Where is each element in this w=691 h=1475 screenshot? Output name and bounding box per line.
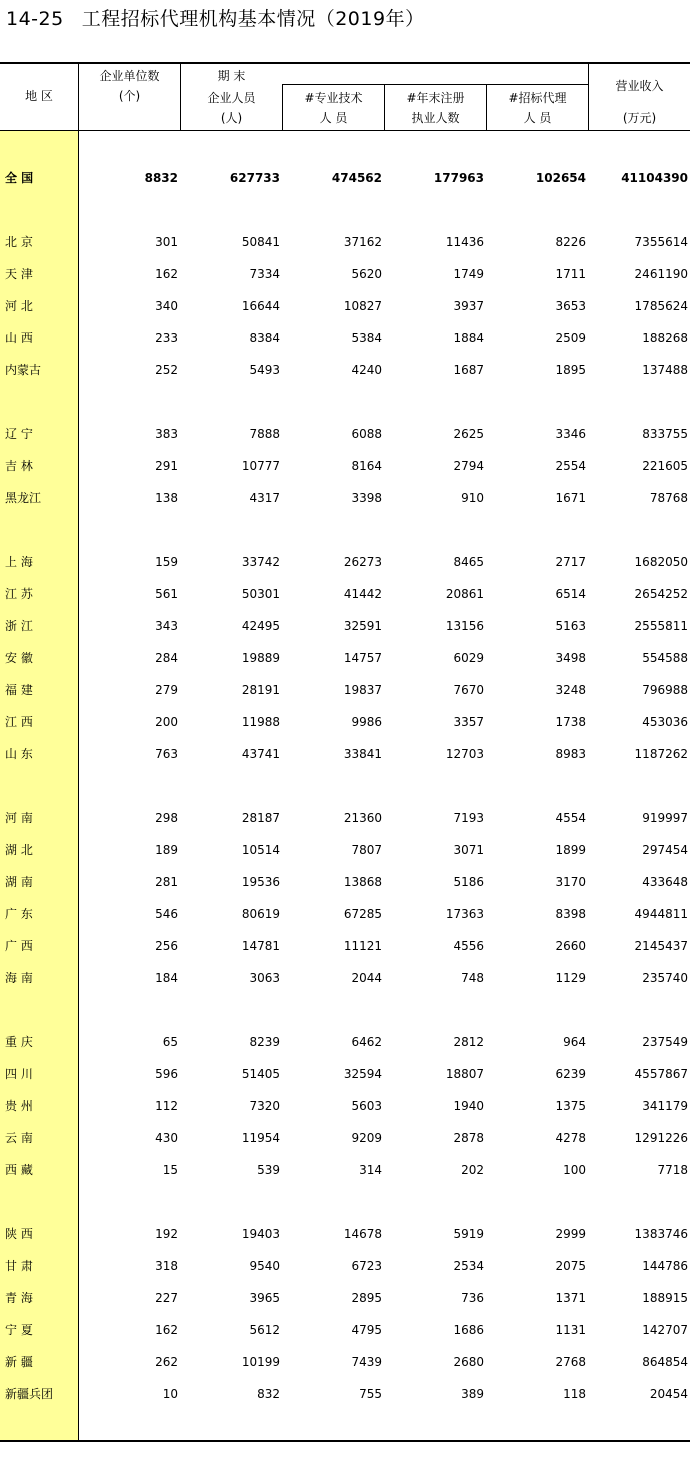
- cell-registered: 7670: [453, 683, 484, 697]
- cell-registered: 17363: [445, 907, 484, 921]
- region-name: 河 南: [5, 811, 33, 825]
- table-row: [0, 712, 690, 732]
- region-name: 宁 夏: [5, 1323, 33, 1337]
- cell-tech: 4240: [351, 363, 382, 377]
- cell-staff: 9540: [249, 1259, 280, 1273]
- cell-revenue: 864854: [642, 1355, 688, 1369]
- cell-registered: 3937: [453, 299, 484, 313]
- cell-tech: 7439: [351, 1355, 382, 1369]
- cell-tech: 37162: [343, 235, 382, 249]
- cell-units: 233: [155, 331, 178, 345]
- cell-registered: 202: [461, 1163, 484, 1177]
- cell-tech: 11121: [343, 939, 382, 953]
- region-name: 新疆兵团: [5, 1387, 54, 1401]
- cell-revenue: 4944811: [634, 907, 688, 921]
- cell-registered: 11436: [445, 235, 484, 249]
- cell-units: 65: [162, 1035, 178, 1049]
- cell-revenue: 796988: [642, 683, 688, 697]
- region-name: 辽 宁: [5, 427, 33, 441]
- cell-revenue: 7355614: [634, 235, 688, 249]
- cell-units: 252: [155, 363, 178, 377]
- cell-staff: 7334: [249, 267, 280, 281]
- region-name: 江 苏: [5, 587, 33, 601]
- cell-agents: 4554: [555, 811, 586, 825]
- cell-revenue: 78768: [649, 491, 688, 505]
- cell-agents: 1131: [555, 1323, 586, 1337]
- cell-registered: 3357: [453, 715, 484, 729]
- header-divider: [180, 62, 181, 130]
- cell-registered: 2534: [453, 1259, 484, 1273]
- table-row: [0, 1352, 690, 1372]
- table-row: [0, 744, 690, 764]
- cell-registered: 18807: [445, 1067, 484, 1081]
- cell-tech: 13868: [343, 875, 382, 889]
- cell-agents: 2660: [555, 939, 586, 953]
- header-units: 企业单位数: [99, 69, 160, 83]
- cell-agents: 2768: [555, 1355, 586, 1369]
- header-registered-2: 执业人数: [411, 111, 460, 125]
- region-name: 甘 肃: [5, 1259, 33, 1273]
- cell-registered: 13156: [445, 619, 484, 633]
- cell-units: 112: [155, 1099, 178, 1113]
- cell-agents: 8398: [555, 907, 586, 921]
- cell-units: 546: [155, 907, 178, 921]
- table-row: [0, 968, 690, 988]
- cell-staff: 19536: [241, 875, 280, 889]
- cell-staff: 8384: [249, 331, 280, 345]
- cell-agents: 1375: [555, 1099, 586, 1113]
- cell-units: 262: [155, 1355, 178, 1369]
- cell-tech: 6723: [351, 1259, 382, 1273]
- table-row: [0, 648, 690, 668]
- cell-revenue: 41104390: [621, 171, 688, 185]
- table-row: [0, 1128, 690, 1148]
- cell-staff: 4317: [249, 491, 280, 505]
- cell-staff: 10199: [241, 1355, 280, 1369]
- cell-tech: 755: [359, 1387, 382, 1401]
- header-registered: #年末注册: [406, 91, 465, 105]
- table-row: [0, 808, 690, 828]
- cell-staff: 19403: [241, 1227, 280, 1241]
- cell-units: 256: [155, 939, 178, 953]
- cell-staff: 80619: [241, 907, 280, 921]
- header-staff-unit: (人): [220, 111, 243, 125]
- region-name: 上 海: [5, 555, 33, 569]
- cell-staff: 10777: [241, 459, 280, 473]
- table-row: [0, 232, 690, 252]
- cell-staff: 43741: [241, 747, 280, 761]
- region-name: 安 徽: [5, 651, 33, 665]
- cell-tech: 67285: [343, 907, 382, 921]
- cell-revenue: 554588: [642, 651, 688, 665]
- cell-registered: 7193: [453, 811, 484, 825]
- region-name: 湖 南: [5, 875, 33, 889]
- cell-revenue: 188268: [642, 331, 688, 345]
- cell-revenue: 453036: [642, 715, 688, 729]
- cell-revenue: 235740: [642, 971, 688, 985]
- cell-registered: 8465: [453, 555, 484, 569]
- cell-tech: 33841: [343, 747, 382, 761]
- cell-staff: 11988: [241, 715, 280, 729]
- cell-tech: 5384: [351, 331, 382, 345]
- cell-agents: 964: [563, 1035, 586, 1049]
- cell-tech: 5603: [351, 1099, 382, 1113]
- cell-units: 227: [155, 1291, 178, 1305]
- table-title: 工程招标代理机构基本情况（2019年）: [81, 8, 425, 30]
- cell-tech: 26273: [343, 555, 382, 569]
- cell-registered: 2625: [453, 427, 484, 441]
- cell-revenue: 1383746: [634, 1227, 688, 1241]
- cell-units: 301: [155, 235, 178, 249]
- header-revenue-unit: (万元): [622, 111, 657, 125]
- cell-agents: 2509: [555, 331, 586, 345]
- cell-registered: 1940: [453, 1099, 484, 1113]
- cell-revenue: 1682050: [634, 555, 688, 569]
- header-units-unit: (个): [118, 89, 141, 103]
- cell-revenue: 2461190: [634, 267, 688, 281]
- cell-tech: 41442: [343, 587, 382, 601]
- cell-units: 281: [155, 875, 178, 889]
- cell-units: 763: [155, 747, 178, 761]
- region-name: 海 南: [5, 971, 33, 985]
- header-revenue: 营业收入: [615, 79, 664, 93]
- cell-registered: 177963: [433, 171, 484, 185]
- cell-revenue: 4557867: [634, 1067, 688, 1081]
- header-divider: [486, 84, 487, 130]
- table-row: [0, 1064, 690, 1084]
- cell-agents: 2717: [555, 555, 586, 569]
- cell-revenue: 144786: [642, 1259, 688, 1273]
- region-name: 天 津: [5, 267, 33, 281]
- table-row: [0, 1288, 690, 1308]
- cell-tech: 2895: [351, 1291, 382, 1305]
- cell-agents: 5163: [555, 619, 586, 633]
- cell-registered: 2878: [453, 1131, 484, 1145]
- cell-registered: 5186: [453, 875, 484, 889]
- table-top-rule: [0, 62, 690, 64]
- cell-revenue: 7718: [657, 1163, 688, 1177]
- table-row: [0, 1224, 690, 1244]
- cell-agents: 2554: [555, 459, 586, 473]
- cell-agents: 3248: [555, 683, 586, 697]
- region-name: 福 建: [5, 683, 33, 697]
- cell-registered: 1686: [453, 1323, 484, 1337]
- cell-tech: 2044: [351, 971, 382, 985]
- table-row: [0, 1384, 690, 1404]
- cell-agents: 100: [563, 1163, 586, 1177]
- cell-staff: 33742: [241, 555, 280, 569]
- cell-units: 430: [155, 1131, 178, 1145]
- region-name: 广 西: [5, 939, 33, 953]
- table-row: [0, 328, 690, 348]
- cell-agents: 3653: [555, 299, 586, 313]
- cell-registered: 2794: [453, 459, 484, 473]
- cell-tech: 14757: [343, 651, 382, 665]
- table-row-total: [0, 168, 690, 188]
- table-row: [0, 552, 690, 572]
- cell-units: 192: [155, 1227, 178, 1241]
- cell-units: 162: [155, 1323, 178, 1337]
- table-row: [0, 1096, 690, 1116]
- cell-agents: 2999: [555, 1227, 586, 1241]
- header-sub-rule: [283, 84, 589, 85]
- cell-registered: 6029: [453, 651, 484, 665]
- cell-registered: 12703: [445, 747, 484, 761]
- header-bottom-rule: [0, 130, 690, 131]
- cell-staff: 10514: [241, 843, 280, 857]
- cell-registered: 1749: [453, 267, 484, 281]
- header-region: 地 区: [25, 89, 53, 103]
- cell-tech: 8164: [351, 459, 382, 473]
- cell-tech: 6088: [351, 427, 382, 441]
- region-name: 西 藏: [5, 1163, 33, 1177]
- region-name: 广 东: [5, 907, 33, 921]
- cell-units: 279: [155, 683, 178, 697]
- region-name: 山 东: [5, 747, 33, 761]
- cell-units: 284: [155, 651, 178, 665]
- cell-registered: 736: [461, 1291, 484, 1305]
- table-row: [0, 1160, 690, 1180]
- data-table: [0, 62, 690, 1442]
- header-agents-2: 人 员: [523, 111, 552, 125]
- table-row: [0, 264, 690, 284]
- cell-units: 15: [162, 1163, 178, 1177]
- cell-agents: 1129: [555, 971, 586, 985]
- cell-units: 383: [155, 427, 178, 441]
- region-name: 贵 州: [5, 1099, 33, 1113]
- cell-agents: 1371: [555, 1291, 586, 1305]
- table-row: [0, 1032, 690, 1052]
- table-bottom-rule: [0, 1440, 690, 1442]
- region-name: 新 疆: [5, 1355, 33, 1369]
- cell-revenue: 142707: [642, 1323, 688, 1337]
- cell-staff: 539: [257, 1163, 280, 1177]
- cell-staff: 16644: [241, 299, 280, 313]
- cell-staff: 3965: [249, 1291, 280, 1305]
- table-row: [0, 936, 690, 956]
- cell-tech: 9986: [351, 715, 382, 729]
- table-row: [0, 456, 690, 476]
- cell-units: 10: [162, 1387, 178, 1401]
- table-row: [0, 1320, 690, 1340]
- cell-revenue: 1187262: [634, 747, 688, 761]
- region-name: 北 京: [5, 235, 33, 249]
- region-name: 湖 北: [5, 843, 33, 857]
- cell-staff: 8239: [249, 1035, 280, 1049]
- cell-staff: 7888: [249, 427, 280, 441]
- cell-staff: 50301: [241, 587, 280, 601]
- cell-staff: 627733: [229, 171, 280, 185]
- cell-units: 298: [155, 811, 178, 825]
- region-name: 河 北: [5, 299, 33, 313]
- header-divider: [384, 84, 385, 130]
- cell-agents: 3346: [555, 427, 586, 441]
- cell-staff: 11954: [241, 1131, 280, 1145]
- region-name: 黑龙江: [5, 491, 42, 505]
- region-name: 山 西: [5, 331, 33, 345]
- table-row: [0, 584, 690, 604]
- cell-units: 162: [155, 267, 178, 281]
- cell-agents: 1711: [555, 267, 586, 281]
- cell-units: 184: [155, 971, 178, 985]
- cell-tech: 32591: [343, 619, 382, 633]
- cell-units: 596: [155, 1067, 178, 1081]
- cell-revenue: 137488: [642, 363, 688, 377]
- cell-agents: 8983: [555, 747, 586, 761]
- cell-agents: 6514: [555, 587, 586, 601]
- region-name: 青 海: [5, 1291, 33, 1305]
- cell-tech: 474562: [331, 171, 382, 185]
- table-row: [0, 840, 690, 860]
- cell-staff: 5612: [249, 1323, 280, 1337]
- cell-revenue: 833755: [642, 427, 688, 441]
- cell-revenue: 297454: [642, 843, 688, 857]
- cell-agents: 4278: [555, 1131, 586, 1145]
- cell-registered: 2680: [453, 1355, 484, 1369]
- header-tech-2: 人 员: [319, 111, 348, 125]
- cell-staff: 42495: [241, 619, 280, 633]
- cell-revenue: 1291226: [634, 1131, 688, 1145]
- header-tech: #专业技术: [304, 91, 363, 105]
- header-divider: [282, 84, 283, 130]
- cell-tech: 10827: [343, 299, 382, 313]
- cell-staff: 5493: [249, 363, 280, 377]
- cell-agents: 2075: [555, 1259, 586, 1273]
- cell-staff: 832: [257, 1387, 280, 1401]
- page-title: [6, 6, 425, 32]
- table-row: [0, 424, 690, 444]
- cell-staff: 7320: [249, 1099, 280, 1113]
- cell-registered: 4556: [453, 939, 484, 953]
- region-name: 陕 西: [5, 1227, 33, 1241]
- cell-agents: 6239: [555, 1067, 586, 1081]
- cell-agents: 1738: [555, 715, 586, 729]
- cell-registered: 5919: [453, 1227, 484, 1241]
- cell-agents: 102654: [535, 171, 586, 185]
- cell-registered: 1687: [453, 363, 484, 377]
- region-name: 全 国: [5, 171, 34, 185]
- cell-tech: 6462: [351, 1035, 382, 1049]
- cell-agents: 1895: [555, 363, 586, 377]
- cell-agents: 1671: [555, 491, 586, 505]
- region-name: 吉 林: [5, 459, 33, 473]
- region-name: 云 南: [5, 1131, 33, 1145]
- cell-staff: 51405: [241, 1067, 280, 1081]
- cell-units: 318: [155, 1259, 178, 1273]
- cell-units: 200: [155, 715, 178, 729]
- cell-staff: 50841: [241, 235, 280, 249]
- cell-revenue: 188915: [642, 1291, 688, 1305]
- cell-tech: 314: [359, 1163, 382, 1177]
- cell-revenue: 237549: [642, 1035, 688, 1049]
- region-name: 内蒙古: [5, 363, 42, 377]
- table-row: [0, 296, 690, 316]
- cell-registered: 2812: [453, 1035, 484, 1049]
- cell-registered: 389: [461, 1387, 484, 1401]
- cell-agents: 1899: [555, 843, 586, 857]
- region-name: 浙 江: [5, 619, 33, 633]
- cell-tech: 5620: [351, 267, 382, 281]
- cell-revenue: 2145437: [634, 939, 688, 953]
- cell-agents: 3170: [555, 875, 586, 889]
- cell-tech: 4795: [351, 1323, 382, 1337]
- cell-tech: 21360: [343, 811, 382, 825]
- cell-revenue: 433648: [642, 875, 688, 889]
- region-name: 江 西: [5, 715, 33, 729]
- cell-units: 340: [155, 299, 178, 313]
- cell-tech: 3398: [351, 491, 382, 505]
- cell-staff: 28191: [241, 683, 280, 697]
- cell-units: 8832: [144, 171, 178, 185]
- cell-units: 138: [155, 491, 178, 505]
- cell-registered: 20861: [445, 587, 484, 601]
- cell-units: 189: [155, 843, 178, 857]
- table-row: [0, 904, 690, 924]
- cell-registered: 910: [461, 491, 484, 505]
- cell-agents: 8226: [555, 235, 586, 249]
- cell-revenue: 919997: [642, 811, 688, 825]
- cell-staff: 19889: [241, 651, 280, 665]
- table-row: [0, 1256, 690, 1276]
- cell-agents: 3498: [555, 651, 586, 665]
- cell-units: 343: [155, 619, 178, 633]
- cell-registered: 3071: [453, 843, 484, 857]
- cell-tech: 14678: [343, 1227, 382, 1241]
- table-row: [0, 680, 690, 700]
- cell-tech: 32594: [343, 1067, 382, 1081]
- cell-units: 561: [155, 587, 178, 601]
- header-staff: 企业人员: [207, 91, 256, 105]
- table-row: [0, 360, 690, 380]
- header-staff-top: 期 末: [217, 69, 246, 83]
- header-agents: #招标代理: [508, 91, 567, 105]
- header-divider: [588, 62, 589, 130]
- cell-agents: 118: [563, 1387, 586, 1401]
- table-number: 14-25: [6, 8, 64, 30]
- cell-tech: 7807: [351, 843, 382, 857]
- cell-revenue: 1785624: [634, 299, 688, 313]
- cell-staff: 28187: [241, 811, 280, 825]
- cell-revenue: 20454: [649, 1387, 688, 1401]
- cell-units: 159: [155, 555, 178, 569]
- cell-revenue: 221605: [642, 459, 688, 473]
- region-name: 四 川: [5, 1067, 33, 1081]
- cell-registered: 1884: [453, 331, 484, 345]
- cell-staff: 14781: [241, 939, 280, 953]
- cell-staff: 3063: [249, 971, 280, 985]
- cell-tech: 9209: [351, 1131, 382, 1145]
- table-row: [0, 488, 690, 508]
- cell-units: 291: [155, 459, 178, 473]
- cell-registered: 748: [461, 971, 484, 985]
- table-row: [0, 616, 690, 636]
- region-name: 重 庆: [5, 1035, 33, 1049]
- cell-revenue: 2555811: [634, 619, 688, 633]
- cell-tech: 19837: [343, 683, 382, 697]
- cell-revenue: 2654252: [634, 587, 688, 601]
- cell-revenue: 341179: [642, 1099, 688, 1113]
- table-row: [0, 872, 690, 892]
